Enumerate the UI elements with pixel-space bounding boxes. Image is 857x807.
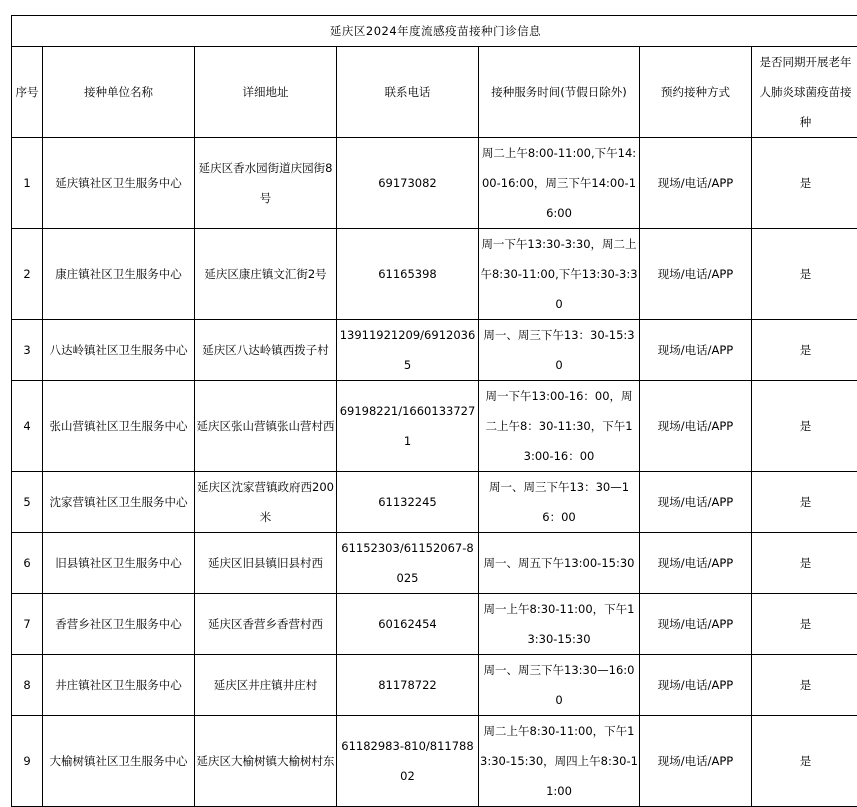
row-unit: 张山营镇社区卫生服务中心 [43, 381, 195, 472]
row-phone: 61132245 [337, 472, 479, 533]
row-time [479, 655, 640, 716]
header-address: 详细地址 [195, 47, 337, 138]
row-phone [337, 381, 479, 472]
row-unit: 沈家营镇社区卫生服务中心 [43, 472, 195, 533]
row-pneumo: 是 [752, 320, 857, 381]
row-pneumo: 是 [752, 655, 857, 716]
row-method: 现场/电话/APP [640, 655, 752, 716]
row-time-text: 周二上午8:00-11:00,下午14:00-16:00，周三下午14:00-16:00 [481, 146, 637, 220]
table-row [12, 655, 857, 716]
row-address [195, 138, 337, 229]
table-row [12, 472, 857, 533]
header-time: 接种服务时间(节假日除外) [479, 47, 640, 138]
row-phone-text: 61182983-810/81178802 [341, 739, 474, 783]
row-phone [337, 716, 479, 807]
row-phone-text: 61152303/61152067-8025 [341, 541, 474, 585]
table-row [12, 229, 857, 320]
row-time: 周一、周五下午13:00-15:30 [479, 533, 640, 594]
row-time-text: 周一下午13:00-16：00，周二上午8：30-11:30，下午13:00-16：00 [485, 389, 633, 463]
row-phone: 81178722 [337, 655, 479, 716]
table-row [12, 381, 857, 472]
row-phone [337, 533, 479, 594]
row-phone: 61165398 [337, 229, 479, 320]
row-method: 现场/电话/APP [640, 533, 752, 594]
row-time [479, 472, 640, 533]
row-method: 现场/电话/APP [640, 472, 752, 533]
table-row [12, 594, 857, 655]
row-pneumo: 是 [752, 138, 857, 229]
row-address: 延庆区旧县镇旧县村西 [195, 533, 337, 594]
row-phone [337, 320, 479, 381]
row-seq: 8 [12, 655, 43, 716]
row-time [479, 381, 640, 472]
row-time [479, 594, 640, 655]
row-time-text: 周一上午8:30-11:00，下午13:30-15:30 [483, 602, 635, 646]
row-seq: 4 [12, 381, 43, 472]
row-address [195, 716, 337, 807]
row-time [479, 138, 640, 229]
header-seq: 序号 [12, 47, 43, 138]
row-address-text: 延庆区沈家营镇政府西200米 [197, 480, 334, 524]
row-seq: 2 [12, 229, 43, 320]
vaccination-table [11, 15, 857, 807]
row-seq: 3 [12, 320, 43, 381]
row-pneumo: 是 [752, 472, 857, 533]
row-address: 延庆区八达岭镇西拨子村 [195, 320, 337, 381]
row-unit: 香营乡社区卫生服务中心 [43, 594, 195, 655]
row-unit: 八达岭镇社区卫生服务中心 [43, 320, 195, 381]
row-unit: 井庄镇社区卫生服务中心 [43, 655, 195, 716]
row-address [195, 381, 337, 472]
header-method: 预约接种方式 [640, 47, 752, 138]
row-time [479, 229, 640, 320]
row-unit: 旧县镇社区卫生服务中心 [43, 533, 195, 594]
row-time-text: 周二上午8:30-11:00，下午13:30-15:30，周四上午8:30-11:00 [480, 724, 638, 798]
table-title: 延庆区2024年度流感疫苗接种门诊信息 [12, 16, 857, 47]
row-method: 现场/电话/APP [640, 320, 752, 381]
row-phone-text: 13911921209/69120365 [339, 328, 476, 372]
row-method: 现场/电话/APP [640, 381, 752, 472]
row-seq: 1 [12, 138, 43, 229]
row-unit: 大榆树镇社区卫生服务中心 [43, 716, 195, 807]
row-phone: 60162454 [337, 594, 479, 655]
row-method: 现场/电话/APP [640, 594, 752, 655]
row-pneumo: 是 [752, 533, 857, 594]
row-address [195, 472, 337, 533]
row-method: 现场/电话/APP [640, 229, 752, 320]
row-phone: 69173082 [337, 138, 479, 229]
row-time-text: 周一、周三下午13：30—16：00 [488, 480, 630, 524]
table-row [12, 716, 857, 807]
row-time [479, 716, 640, 807]
row-address: 延庆区井庄镇井庄村 [195, 655, 337, 716]
row-method: 现场/电话/APP [640, 138, 752, 229]
row-seq: 6 [12, 533, 43, 594]
table-row [12, 533, 857, 594]
row-phone-text: 69198221/16601337271 [339, 404, 476, 448]
table-row [12, 320, 857, 381]
row-address-text: 延庆区张山营镇张山营村西 [196, 419, 335, 433]
row-method: 现场/电话/APP [640, 716, 752, 807]
row-time [479, 320, 640, 381]
header-pneumo-text: 是否同期开展老年人肺炎球菌疫苗接种 [759, 55, 852, 129]
row-time-text: 周一下午13:30-3:30，周二上午8:30-11:00,下午13:30-3:30 [480, 237, 638, 311]
header-unit: 接种单位名称 [43, 47, 195, 138]
row-unit: 康庄镇社区卫生服务中心 [43, 229, 195, 320]
row-pneumo: 是 [752, 229, 857, 320]
row-seq: 5 [12, 472, 43, 533]
row-time-text: 周一、周三下午13：30-15:30 [483, 328, 635, 372]
row-seq: 7 [12, 594, 43, 655]
table-row [12, 138, 857, 229]
row-seq: 9 [12, 716, 43, 807]
header-phone: 联系电话 [337, 47, 479, 138]
row-unit: 延庆镇社区卫生服务中心 [43, 138, 195, 229]
row-address: 延庆区香营乡香营村西 [195, 594, 337, 655]
row-time-text: 周一、周三下午13:30—16:00 [483, 663, 635, 707]
row-pneumo: 是 [752, 381, 857, 472]
row-address: 延庆区康庄镇文汇街2号 [195, 229, 337, 320]
row-address-text: 延庆区大榆树镇大榆树村东 [196, 754, 335, 768]
row-address-text: 延庆区香水园街道庆园街8号 [198, 161, 333, 205]
row-pneumo: 是 [752, 594, 857, 655]
row-pneumo: 是 [752, 716, 857, 807]
header-pneumo [752, 47, 857, 138]
